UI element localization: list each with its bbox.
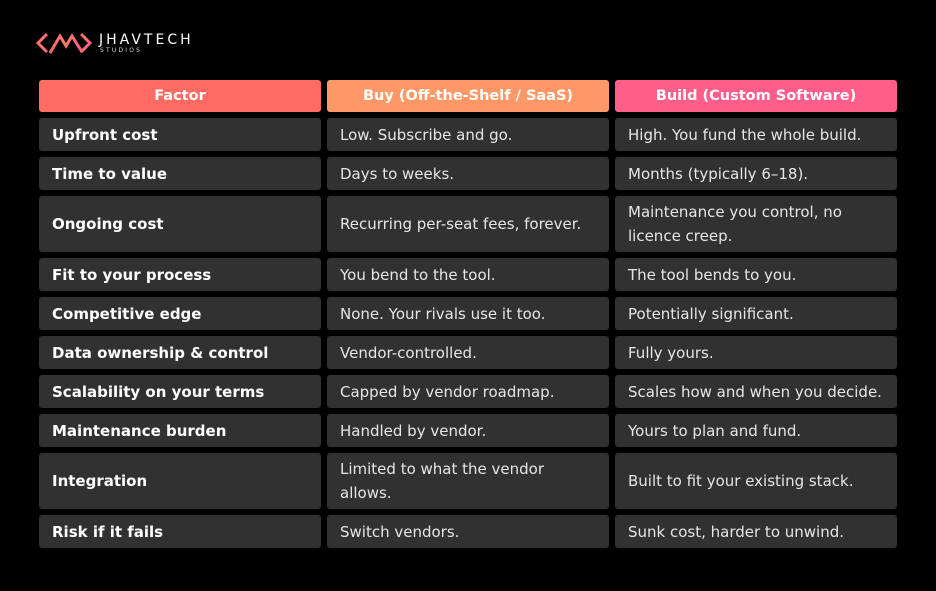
- row-buy: Low. Subscribe and go.: [327, 118, 609, 151]
- brand-name: JHAVTECH: [99, 31, 194, 48]
- row-build: High. You fund the whole build.: [615, 118, 897, 151]
- row-factor: Maintenance burden: [39, 414, 321, 447]
- row-build: Yours to plan and fund.: [615, 414, 897, 447]
- row-buy: Switch vendors.: [327, 515, 609, 548]
- header-buy: Buy (Off-the-Shelf / SaaS): [327, 80, 609, 112]
- row-buy: You bend to the tool.: [327, 258, 609, 291]
- row-buy: Vendor-controlled.: [327, 336, 609, 369]
- row-buy: Recurring per-seat fees, forever.: [327, 196, 609, 252]
- row-build: The tool bends to you.: [615, 258, 897, 291]
- jhavtech-logo-icon: [35, 28, 93, 58]
- header-build: Build (Custom Software): [615, 80, 897, 112]
- brand-subtitle: STUDIOS: [100, 46, 143, 54]
- comparison-table: [39, 80, 897, 548]
- row-buy: Capped by vendor roadmap.: [327, 375, 609, 408]
- row-buy: Handled by vendor.: [327, 414, 609, 447]
- row-build: Built to fit your existing stack.: [615, 453, 897, 509]
- row-factor: Integration: [39, 453, 321, 509]
- row-build: Fully yours.: [615, 336, 897, 369]
- row-factor: Fit to your process: [39, 258, 321, 291]
- row-factor: Upfront cost: [39, 118, 321, 151]
- row-build: Months (typically 6–18).: [615, 157, 897, 190]
- row-factor: Ongoing cost: [39, 196, 321, 252]
- row-factor: Competitive edge: [39, 297, 321, 330]
- row-build: Maintenance you control, no licence creep.: [615, 196, 897, 252]
- header-factor: Factor: [39, 80, 321, 112]
- row-buy: None. Your rivals use it too.: [327, 297, 609, 330]
- row-buy: Limited to what the vendor allows.: [327, 453, 609, 509]
- row-factor: Scalability on your terms: [39, 375, 321, 408]
- brand-wordmark: [99, 33, 194, 54]
- row-factor: Time to value: [39, 157, 321, 190]
- row-build: Potentially significant.: [615, 297, 897, 330]
- row-factor: Data ownership & control: [39, 336, 321, 369]
- row-factor: Risk if it fails: [39, 515, 321, 548]
- brand-logo: [35, 28, 194, 58]
- row-build: Scales how and when you decide.: [615, 375, 897, 408]
- row-build: Sunk cost, harder to unwind.: [615, 515, 897, 548]
- row-buy: Days to weeks.: [327, 157, 609, 190]
